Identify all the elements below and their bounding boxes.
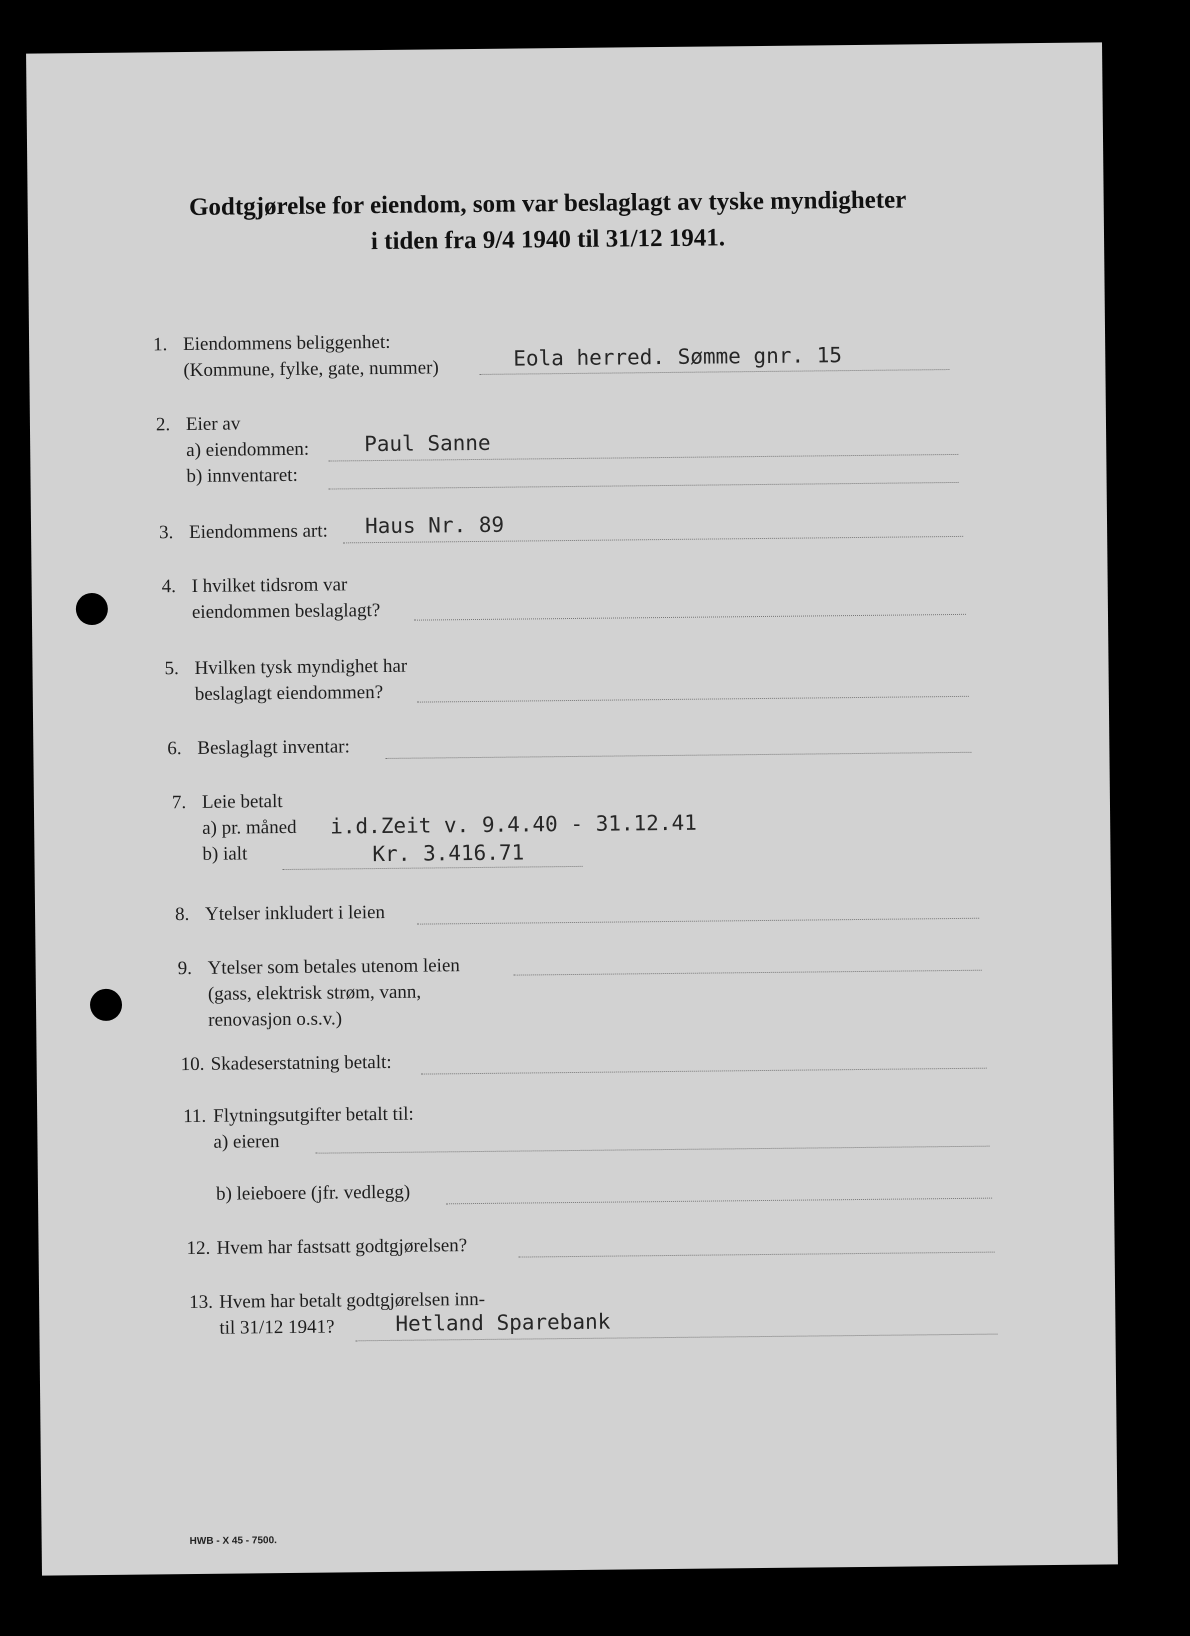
item-12 xyxy=(186,1233,467,1262)
item-number: 2. xyxy=(155,414,171,436)
item-11 xyxy=(183,1102,414,1156)
item-4 xyxy=(162,572,381,626)
answer-line xyxy=(283,866,583,870)
item-sublabel: til 31/12 1941? xyxy=(219,1316,335,1339)
typed-answer-7a: i.d.Zeit v. 9.4.40 - 31.12.41 xyxy=(330,810,697,839)
answer-line xyxy=(519,1252,995,1258)
punch-hole xyxy=(90,989,122,1021)
form-title xyxy=(147,182,948,262)
item-number: 1. xyxy=(153,334,168,356)
answer-line xyxy=(329,482,959,490)
item-9 xyxy=(178,953,461,1034)
item-number: 12. xyxy=(186,1237,211,1260)
item-label: Hvilken tysk myndighet har xyxy=(194,655,408,679)
title-line-1: Godtgjørelse for eiendom, som var beslaglagt av tyske myndigheter xyxy=(188,186,907,221)
typed-answer-3: Haus Nr. 89 xyxy=(364,512,505,539)
item-number: 11. xyxy=(183,1105,207,1128)
item-sublabel-b: b) innventaret: xyxy=(186,464,298,488)
typed-answer-2a: Paul Sanne xyxy=(364,430,491,457)
item-label: I hvilket tidsrom var xyxy=(191,574,348,597)
item-label: Eiendommens beliggenhet: xyxy=(183,331,391,356)
item-sublabel-b: b) leieboere (jfr. vedlegg) xyxy=(215,1181,411,1205)
item-number: 9. xyxy=(177,957,193,980)
item-sublabel-b: b) ialt xyxy=(202,843,248,865)
answer-line xyxy=(414,614,966,621)
item-number: 5. xyxy=(164,658,179,680)
item-3 xyxy=(159,519,328,547)
item-number: 6. xyxy=(167,738,182,760)
item-6 xyxy=(167,734,350,762)
item-sublabel-a: a) eiendommen: xyxy=(186,438,310,462)
item-7 xyxy=(172,789,297,868)
item-number: 7. xyxy=(171,792,187,814)
form-sheet xyxy=(26,42,1118,1575)
item-sublabel: (Kommune, fylke, gate, nummer) xyxy=(183,357,439,382)
typed-answer-13: Hetland Sparebank xyxy=(395,1309,611,1336)
answer-line xyxy=(385,752,971,759)
item-sublabel-2: renovasjon o.s.v.) xyxy=(208,1008,343,1031)
item-sublabel-a: a) eieren xyxy=(213,1131,280,1153)
item-label: Hvem har betalt godtgjørelsen inn- xyxy=(219,1288,486,1313)
item-label: Leie betalt xyxy=(201,791,283,813)
item-label: Eiendommens art: xyxy=(188,520,328,543)
item-label: Hvem har fastsatt godtgjørelsen? xyxy=(216,1235,468,1259)
item-8 xyxy=(175,900,385,928)
item-label: Skadeserstatning betalt: xyxy=(210,1051,392,1075)
answer-line xyxy=(316,1146,990,1154)
item-number: 13. xyxy=(189,1291,214,1314)
item-label: Beslaglagt inventar: xyxy=(197,736,350,759)
item-number: 10. xyxy=(180,1053,205,1076)
item-label: Ytelser inkludert i leien xyxy=(204,901,386,925)
answer-line xyxy=(417,696,969,703)
punch-hole xyxy=(76,593,108,625)
item-2 xyxy=(156,411,310,491)
item-label: Flytningsutgifter betalt til: xyxy=(213,1103,414,1127)
item-sublabel-1: (gass, elektrisk strøm, vann, xyxy=(207,981,422,1005)
item-number: 8. xyxy=(174,904,190,926)
print-code: HWB - X 45 - 7500. xyxy=(189,1535,277,1548)
title-line-2: i tiden fra 9/4 1940 til 31/12 1941. xyxy=(370,224,726,256)
answer-line xyxy=(421,1068,987,1075)
item-label: Ytelser som betales utenom leien xyxy=(207,955,460,979)
item-11b xyxy=(216,1180,410,1208)
answer-line xyxy=(417,918,979,925)
typed-answer-7b: Kr. 3.416.71 xyxy=(372,840,525,867)
answer-line xyxy=(446,1198,992,1205)
item-label: Eier av xyxy=(185,413,241,436)
item-5 xyxy=(164,654,407,709)
answer-line xyxy=(514,970,982,976)
typed-answer-1: Eola herred. Sømme gnr. 15 xyxy=(513,343,843,371)
item-number: 3. xyxy=(158,522,174,544)
item-number: 4. xyxy=(161,576,177,598)
item-sublabel-a: a) pr. måned xyxy=(202,816,297,839)
item-sublabel: beslaglagt eiendommen? xyxy=(194,681,384,705)
item-1 xyxy=(153,329,439,384)
item-10 xyxy=(181,1050,392,1078)
item-sublabel: eiendommen beslaglagt? xyxy=(191,599,381,623)
